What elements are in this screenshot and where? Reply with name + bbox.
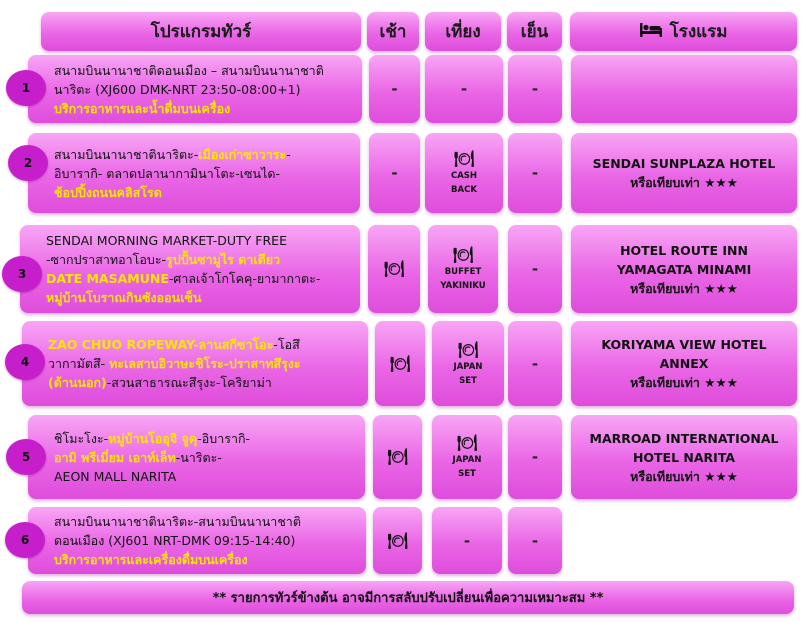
program-text: -ซากปราสาทอาโอบะ- (46, 252, 167, 267)
day-3-dinner-cell (508, 225, 562, 313)
dinner-none: - (531, 164, 539, 182)
lunch-label: JAPAN (453, 361, 483, 372)
program-line (48, 373, 358, 392)
highlight-text: ทะเลสาบอิวาษะชิโระ-ปราสาทสึรุงะ (109, 356, 301, 371)
program-text: -โอสึ (273, 337, 300, 352)
day-1-program (28, 55, 362, 123)
highlight-text: ZAO CHUO ROPEWAY (48, 337, 194, 352)
day-5-program (28, 415, 365, 499)
plate-cutlery-icon: 🍽 (452, 245, 474, 264)
day-4-hotel-cell (571, 321, 797, 406)
dinner-none: - (531, 448, 539, 466)
program-line (54, 183, 350, 202)
program-text: -นาริตะ- (175, 449, 222, 465)
program-text: นาริตะ (XJ600 DMK-NRT 23:50-08:00+1) (54, 81, 301, 97)
header-breakfast-label: เช้า (379, 22, 407, 42)
program-line (54, 164, 350, 183)
day-6-program (28, 507, 366, 574)
header-hotel-label: โรงแรม (669, 22, 728, 42)
hotel-name: HOTEL NARITA (632, 449, 736, 465)
day-1-breakfast-cell (369, 55, 420, 123)
hotel-rating: หรือเทียบเท่า ★★★ (630, 468, 738, 484)
program-line (54, 99, 352, 118)
footer-note (22, 581, 794, 614)
day-number-badge: 1 (6, 70, 46, 106)
highlight-text: DATE MASAMUNE (46, 271, 169, 286)
dinner-none: - (531, 531, 539, 550)
footer-note-text: ** รายการทัวร์ข้างต้น อาจมีการสลับปรับเปลี่ยนเพื่อความเหมาะสม ** (212, 591, 604, 606)
program-text: สนามบินนานาชาตินาริตะ- (54, 146, 199, 162)
plate-cutlery-icon: 🍽 (387, 447, 408, 466)
hotel-name: ANNEX (659, 356, 709, 371)
program-text: - (286, 146, 291, 162)
day-number-badge: 5 (6, 439, 46, 475)
day-2-dinner-cell (508, 133, 562, 213)
day-2-lunch-cell (425, 133, 503, 213)
program-line (46, 231, 350, 250)
day-2-breakfast-cell (369, 133, 420, 213)
lunch-label: BACK (451, 185, 477, 195)
plate-cutlery-icon: 🍽 (456, 433, 478, 452)
program-line (46, 269, 350, 288)
header-dinner (507, 12, 562, 51)
breakfast-none: - (391, 164, 398, 182)
program-line (54, 145, 350, 164)
lunch-label: YAKINIKU (440, 281, 486, 291)
header-lunch-label: เที่ยง (445, 22, 481, 42)
program-line (54, 550, 356, 569)
day-4-breakfast-cell (375, 321, 425, 406)
lunch-none: - (460, 80, 468, 98)
day-number-badge: 3 (2, 256, 42, 292)
program-line (54, 531, 356, 550)
program-text: -สวนสาธารณะสึรุงะ-โคริยาม่า (106, 375, 272, 390)
day-6-dinner-cell (508, 507, 562, 574)
day-1-lunch-cell (425, 55, 503, 123)
program-line (54, 448, 355, 467)
hotel-rating: หรือเทียบเท่า ★★★ (630, 175, 738, 190)
hotel-name: YAMAGATA MINAMI (616, 261, 752, 277)
highlight-text: รูปปั้นซามูไร ดาเตียว (166, 252, 281, 267)
day-1-dinner-cell (508, 55, 562, 123)
program-line (48, 354, 358, 373)
dinner-none: - (531, 80, 539, 98)
highlight-text: -ลานสกีซาโอะ (193, 337, 274, 352)
breakfast-none: - (391, 80, 398, 98)
program-line (54, 467, 355, 486)
hotel-rating: หรือเทียบเท่า ★★★ (630, 375, 738, 390)
bed-icon (640, 22, 662, 41)
program-text: สนามบินนานาชาติดอนเมือง – สนามบินนานาชาติ (54, 62, 324, 78)
day-3-hotel-cell (571, 225, 797, 313)
lunch-label: JAPAN (452, 455, 482, 465)
day-5-breakfast-cell (373, 415, 422, 499)
program-text: ดอนเมือง (XJ601 NRT-DMK 09:15-14:40) (54, 533, 296, 548)
highlight-text: ช้อปปิ้งถนนคลิสโรด (54, 184, 162, 200)
hotel-name: MARROAD INTERNATIONAL (589, 430, 779, 446)
program-line (46, 288, 350, 307)
day-1-hotel-cell (571, 55, 797, 123)
header-program (41, 12, 361, 51)
header-program-label: โปรแกรมทัวร์ (150, 22, 252, 42)
highlight-text: อามิ พรีเมี่ยม เอาท์เล็ท (54, 449, 176, 465)
plate-cutlery-icon: 🍽 (457, 339, 479, 359)
plate-cutlery-icon: 🍽 (389, 353, 411, 373)
highlight-text: (ด้านนอก) (48, 375, 107, 390)
program-line (48, 335, 358, 354)
day-4-dinner-cell (508, 321, 562, 406)
dinner-none: - (531, 260, 539, 278)
hotel-name: HOTEL ROUTE INN (620, 242, 748, 258)
day-3-lunch-cell (428, 225, 498, 313)
plate-cutlery-icon: 🍽 (453, 149, 475, 168)
highlight-text: หมู่บ้านโบราณกินซังออนเซ็น (46, 290, 202, 305)
day-5-dinner-cell (508, 415, 562, 499)
highlight-text: หมู่บ้านโออุจิ จูคุ (108, 430, 198, 446)
program-text: -อิบารากิ- (197, 430, 251, 446)
header-lunch (425, 12, 501, 51)
lunch-label: SET (458, 469, 476, 479)
hotel-rating: หรือเทียบเท่า ★★★ (630, 280, 738, 296)
day-number-badge: 6 (5, 522, 45, 558)
lunch-none: - (463, 531, 471, 550)
header-dinner-label: เย็น (520, 22, 549, 42)
day-5-lunch-cell (432, 415, 502, 499)
program-text: -ศาลเจ้าโกโคคุ-ยามากาตะ- (168, 271, 321, 286)
day-6-lunch-cell (432, 507, 502, 574)
program-line (54, 512, 356, 531)
day-5-hotel-cell (571, 415, 797, 499)
day-6-breakfast-cell (373, 507, 422, 574)
program-text: ชิโมะโงะ- (54, 430, 109, 446)
program-text: วากามัตสึ- (48, 356, 110, 371)
header-breakfast (367, 12, 419, 51)
day-number-badge: 4 (5, 344, 45, 380)
day-2-hotel-cell (571, 133, 797, 213)
highlight-text: เมืองเก่าซาวาระ (198, 146, 287, 162)
lunch-label: BUFFET (444, 267, 482, 277)
program-line (54, 61, 352, 80)
day-number-badge: 2 (8, 145, 48, 181)
program-text: สนามบินนานาชาตินาริตะ-สนามบินนานาชาติ (54, 514, 301, 529)
program-text: SENDAI MORNING MARKET-DUTY FREE (46, 233, 287, 248)
day-4-program (22, 321, 368, 406)
hotel-name: SENDAI SUNPLAZA HOTEL (592, 156, 776, 171)
program-line (46, 250, 350, 269)
plate-cutlery-icon: 🍽 (387, 530, 408, 550)
day-4-lunch-cell (432, 321, 504, 406)
hotel-name: KORIYAMA VIEW HOTEL (601, 337, 767, 352)
highlight-text: บริการอาหารและน้ำดื่มบนเครื่อง (54, 100, 231, 116)
program-text: AEON MALL NARITA (54, 468, 177, 484)
dinner-none: - (531, 354, 539, 373)
program-text: อิบารากิ- ตลาดปลานากามินาโตะ-เซนได- (54, 165, 281, 181)
day-3-breakfast-cell (368, 225, 420, 313)
highlight-text: บริการอาหารและเครื่องดื่มบนเครื่อง (54, 552, 248, 567)
day-3-program (20, 225, 360, 313)
program-line (54, 80, 352, 99)
day-2-program (28, 133, 360, 213)
header-hotel (570, 12, 797, 51)
lunch-label: CASH (450, 171, 478, 181)
plate-cutlery-icon: 🍽 (383, 259, 405, 278)
lunch-label: SET (459, 375, 477, 386)
program-line (54, 429, 355, 448)
